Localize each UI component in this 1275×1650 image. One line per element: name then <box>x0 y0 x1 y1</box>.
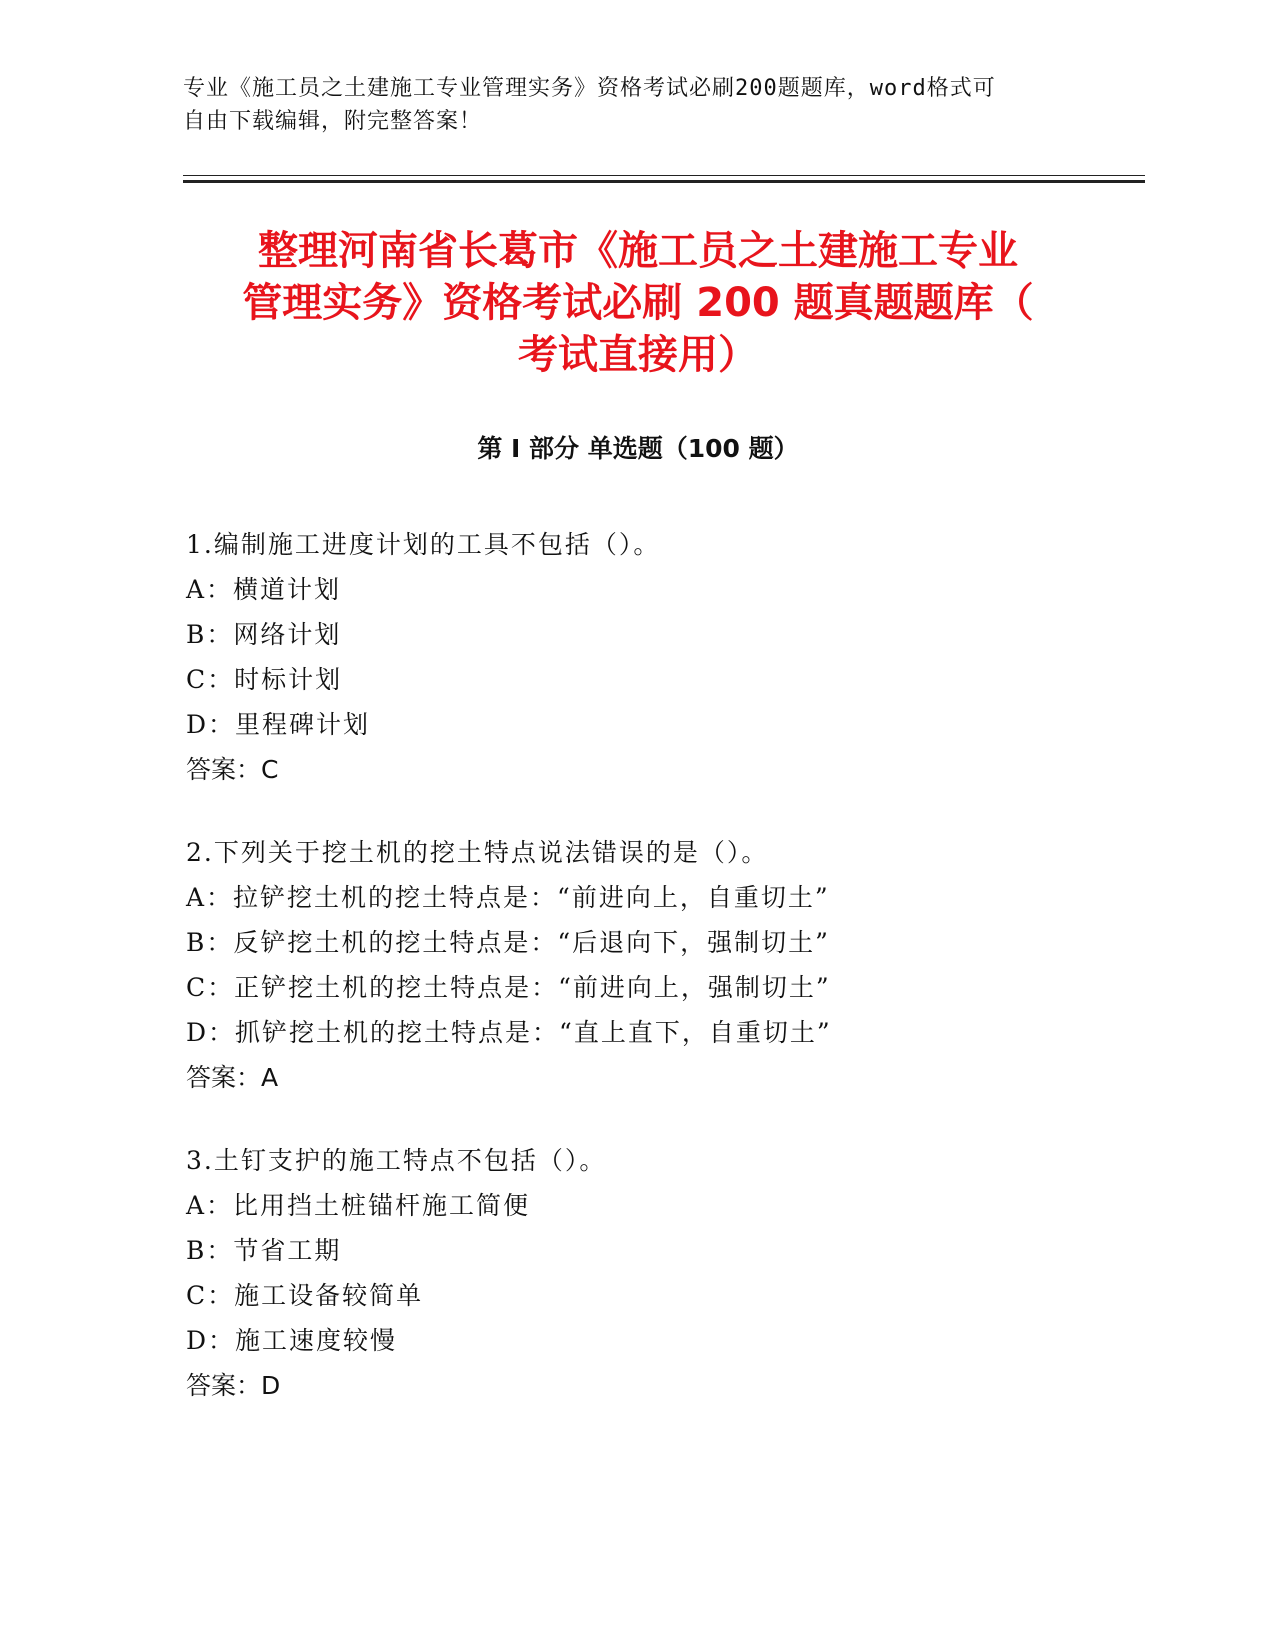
section-heading: 第 I 部分 单选题（100 题） <box>477 434 799 463</box>
header-note <box>183 72 1063 138</box>
answer: 答案：D <box>186 1371 281 1400</box>
document-title <box>183 225 1093 381</box>
option-b: B：反铲挖土机的挖土特点是：“后退向下，强制切土” <box>186 928 830 957</box>
question-item <box>186 830 1086 1100</box>
option-a: A：拉铲挖土机的挖土特点是：“前进向上，自重切土” <box>186 883 830 912</box>
question-stem: 2.下列关于挖土机的挖土特点说法错误的是（）。 <box>186 838 769 867</box>
option-b: B：网络计划 <box>186 620 342 649</box>
option-c: C：时标计划 <box>186 665 343 694</box>
question-list <box>186 522 1086 1446</box>
question-stem: 1.编制施工进度计划的工具不包括（）。 <box>186 530 661 559</box>
header-note-line-2: 自由下载编辑，附完整答案！ <box>183 109 483 134</box>
option-a: A：横道计划 <box>186 575 342 604</box>
question-stem: 3.土钉支护的施工特点不包括（）。 <box>186 1146 607 1175</box>
answer: 答案：A <box>186 1063 279 1092</box>
option-d: D：抓铲挖土机的挖土特点是：“直上直下，自重切土” <box>186 1018 832 1047</box>
option-b: B：节省工期 <box>186 1236 342 1265</box>
header-divider-thin <box>183 175 1145 176</box>
answer: 答案：C <box>186 755 279 784</box>
question-item <box>186 522 1086 792</box>
option-a: A：比用挡土桩锚杆施工简便 <box>186 1191 531 1220</box>
question-item <box>186 1138 1086 1408</box>
option-c: C：施工设备较简单 <box>186 1281 424 1310</box>
title-line-2: 管理实务》资格考试必刷 200 题真题题库（ <box>242 280 1034 326</box>
title-line-1: 整理河南省长葛市《施工员之土建施工专业 <box>258 228 1018 274</box>
option-d: D：里程碑计划 <box>186 710 371 739</box>
header-note-line-1: 专业《施工员之土建施工专业管理实务》资格考试必刷200题题库，word格式可 <box>183 76 996 101</box>
header-divider-thick <box>183 180 1145 183</box>
option-d: D：施工速度较慢 <box>186 1326 398 1355</box>
option-c: C：正铲挖土机的挖土特点是：“前进向上，强制切土” <box>186 973 831 1002</box>
title-line-3: 考试直接用） <box>518 332 758 378</box>
